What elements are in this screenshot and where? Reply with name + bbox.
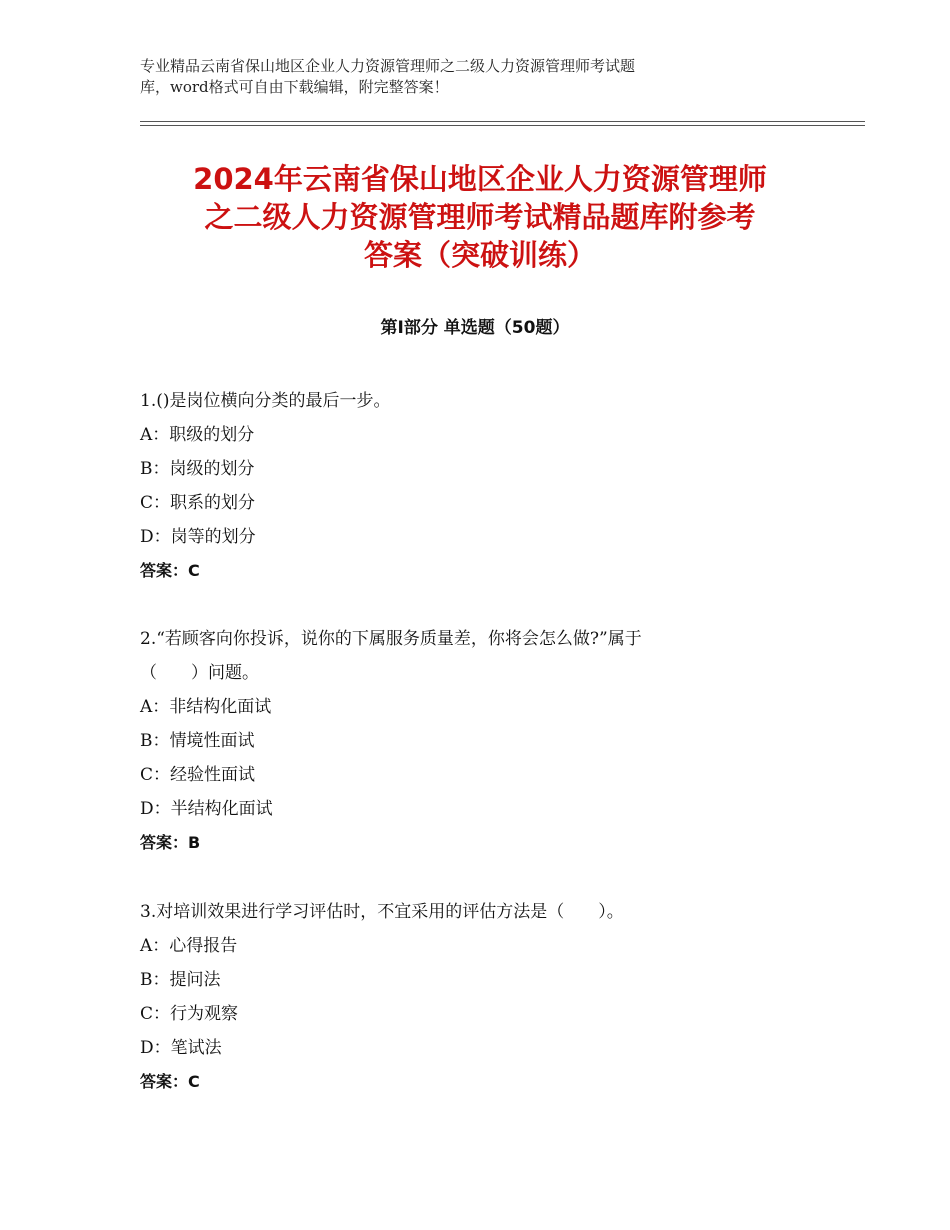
question-2-option-b: B：情境性面试 bbox=[140, 731, 255, 751]
header-divider-top bbox=[140, 121, 865, 122]
question-3-option-d: D：笔试法 bbox=[140, 1038, 222, 1058]
question-2 bbox=[140, 622, 820, 860]
document-title-line-2: 之二级人力资源管理师考试精品题库附参考 bbox=[204, 200, 756, 234]
header-note-line-1: 专业精品云南省保山地区企业人力资源管理师之二级人力资源管理师考试题 bbox=[140, 57, 636, 75]
question-1-option-c: C：职系的划分 bbox=[140, 493, 256, 513]
question-3-answer: 答案：C bbox=[140, 1072, 200, 1091]
question-3 bbox=[140, 895, 820, 1099]
question-3-option-c: C：行为观察 bbox=[140, 1004, 239, 1024]
question-3-stem: 3.对培训效果进行学习评估时，不宜采用的评估方法是（ ）。 bbox=[140, 902, 624, 922]
question-2-stem-line-1: 2.“若顾客向你投诉，说你的下属服务质量差，你将会怎么做?”属于 bbox=[140, 629, 642, 649]
document-title-line-1: 2024年云南省保山地区企业人力资源管理师 bbox=[193, 162, 767, 196]
section-title: 第Ⅰ部分 单选题（50题） bbox=[380, 318, 570, 338]
question-2-option-d: D：半结构化面试 bbox=[140, 799, 273, 819]
question-2-stem-line-2: （ ）问题。 bbox=[140, 663, 259, 683]
question-1-option-a: A：职级的划分 bbox=[140, 425, 255, 445]
question-1-answer: 答案：C bbox=[140, 561, 200, 580]
document-title-line-3: 答案（突破训练） bbox=[363, 238, 596, 272]
question-3-option-b: B：提问法 bbox=[140, 970, 221, 990]
question-1-stem: 1.()是岗位横向分类的最后一步。 bbox=[140, 391, 391, 411]
question-3-option-a: A：心得报告 bbox=[140, 936, 238, 956]
question-1-option-b: B：岗级的划分 bbox=[140, 459, 255, 479]
document-title bbox=[120, 160, 840, 274]
header-note bbox=[140, 56, 800, 98]
question-1 bbox=[140, 384, 820, 588]
question-1-option-d: D：岗等的划分 bbox=[140, 527, 256, 547]
question-2-option-a: A：非结构化面试 bbox=[140, 697, 272, 717]
question-2-option-c: C：经验性面试 bbox=[140, 765, 256, 785]
question-2-answer: 答案：B bbox=[140, 833, 201, 852]
header-note-line-2: 库，word格式可自由下载编辑，附完整答案！ bbox=[140, 78, 449, 96]
header-divider-bottom bbox=[140, 125, 865, 126]
